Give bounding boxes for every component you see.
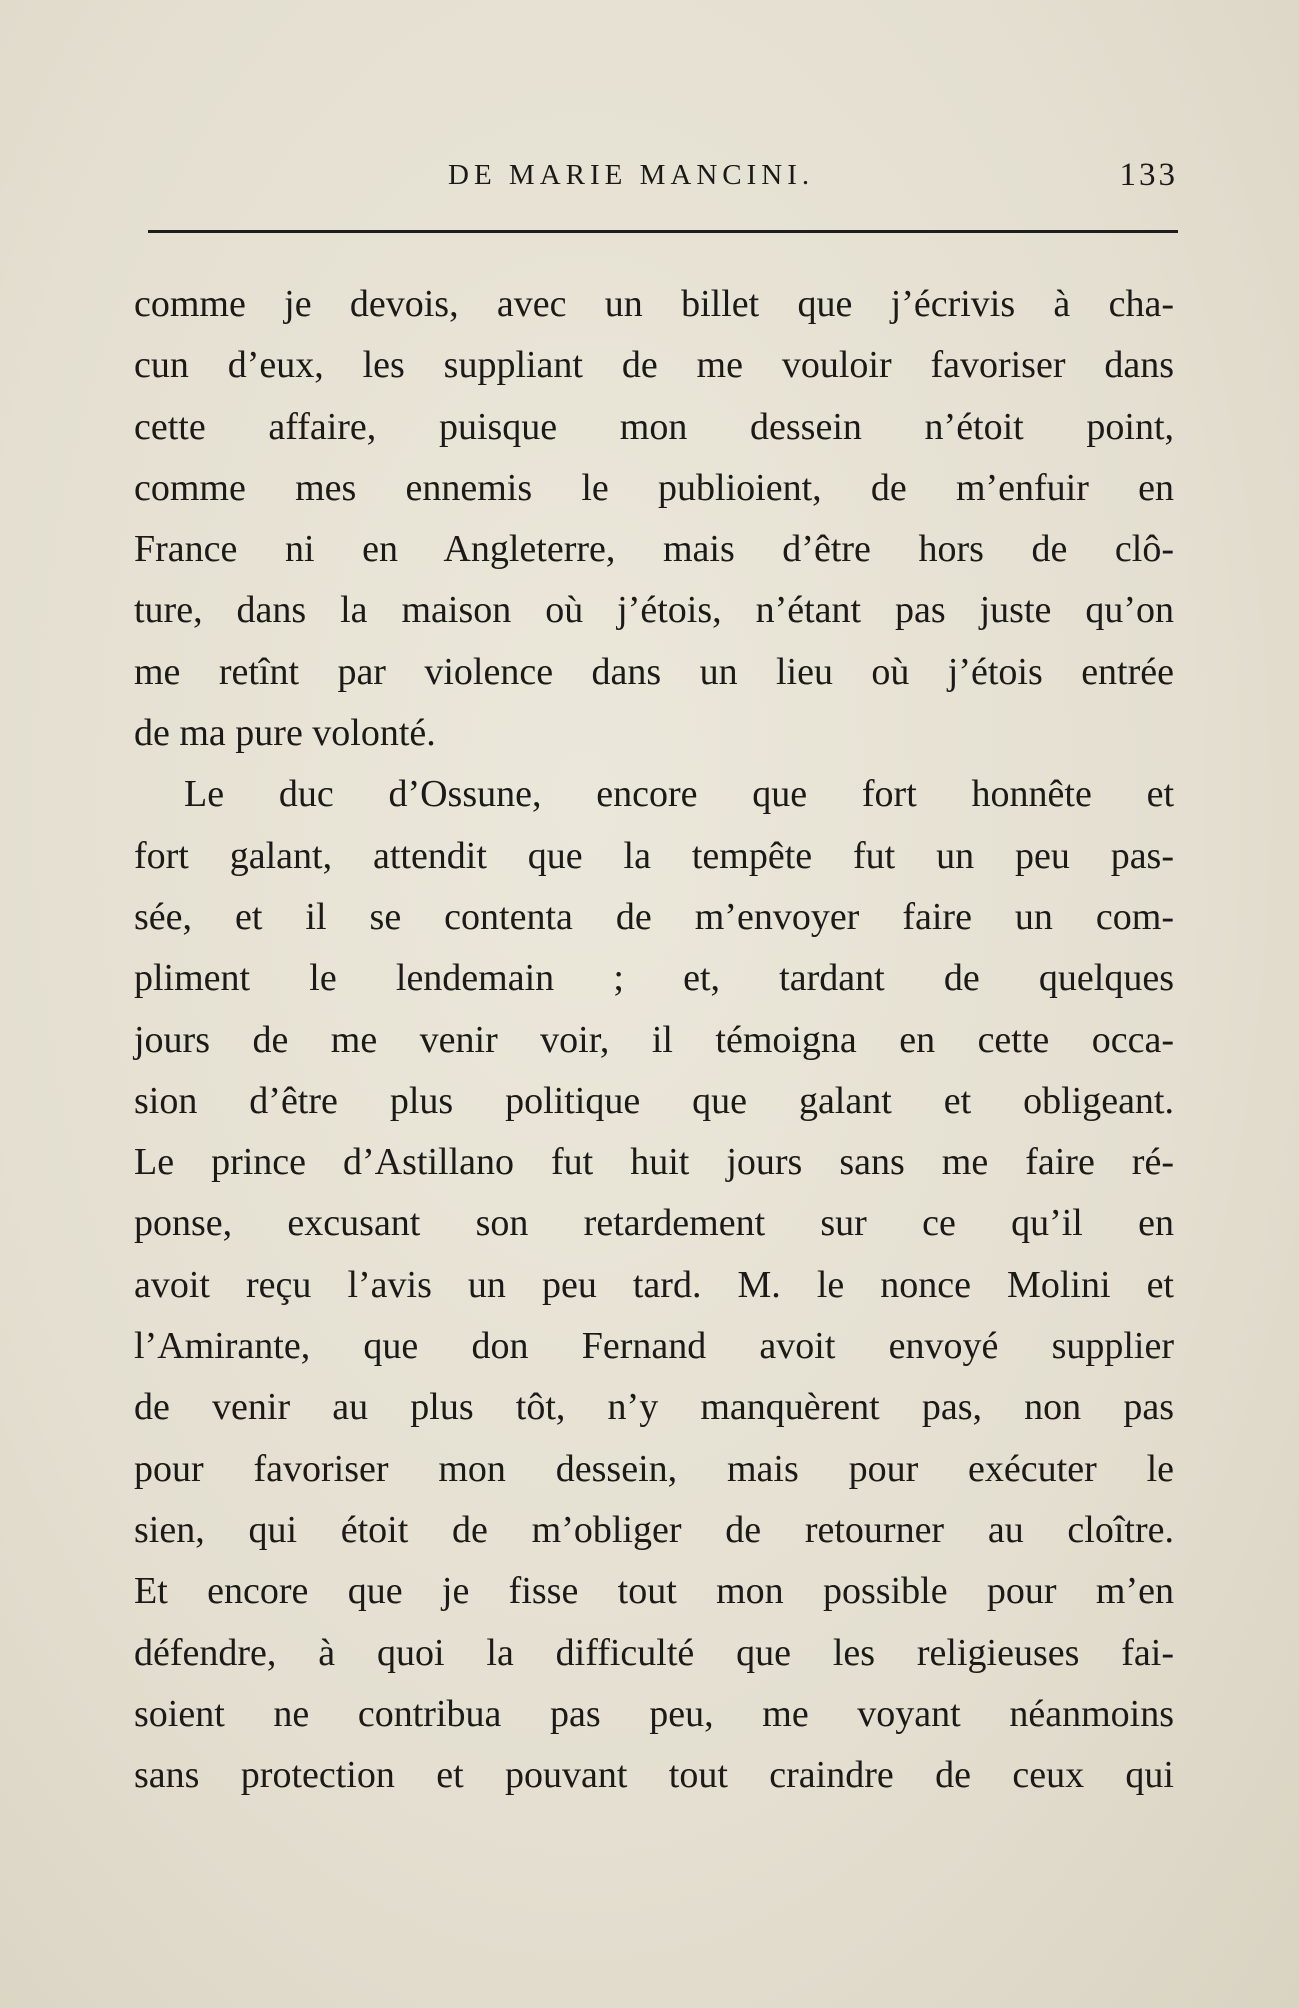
text-line: ponse, excusant son retardement sur ce qu’il en (134, 1202, 1174, 1245)
text-line: sien, qui étoit de m’obliger de retourner au cloître. (134, 1508, 1174, 1551)
text-line: comme je devois, avec un billet que j’écrivis à cha- (134, 283, 1174, 325)
text-line: de venir au plus tôt, n’y manquèrent pas, non pas (134, 1386, 1174, 1429)
text-line: ture, dans la maison où j’étois, n’étant pas juste qu’on (134, 589, 1174, 632)
running-head (148, 150, 1178, 200)
text-line: l’Amirante, que don Fernand avoit envoyé supplier (134, 1325, 1174, 1368)
text-line: avoit reçu l’avis un peu tard. M. le nonce Molini et (134, 1263, 1174, 1306)
text-line: fort galant, attendit que la tempête fut un peu pas- (134, 834, 1174, 877)
text-line: pour favoriser mon dessein, mais pour exécuter le (134, 1447, 1174, 1490)
text-line: pliment le lendemain ; et, tardant de quelques (134, 957, 1174, 1000)
text-line: Le duc d’Ossune, encore que fort honnête et (184, 773, 1174, 816)
running-title: DE MARIE MANCINI. (448, 159, 815, 191)
text-line: me retînt par violence dans un lieu où j’étois entrée (134, 650, 1174, 693)
text-line: sée, et il se contenta de m’envoyer faire un com- (134, 895, 1174, 938)
text-line: jours de me venir voir, il témoigna en cette occa- (134, 1018, 1174, 1061)
text-line: défendre, à quoi la difficulté que les religieuses fai- (134, 1631, 1174, 1674)
header-rule (148, 230, 1178, 233)
text-line: soient ne contribua pas peu, me voyant néanmoins (134, 1692, 1174, 1735)
text-line: cun d’eux, les suppliant de me vouloir favoriser dans (134, 344, 1174, 387)
text-line: France ni en Angleterre, mais d’être hors de clô- (134, 528, 1174, 571)
text-line: de ma pure volonté. (134, 712, 436, 755)
text-line: Et encore que je fisse tout mon possible pour m’en (134, 1570, 1174, 1613)
body-text (134, 274, 1174, 1806)
page-number: 133 (1119, 157, 1178, 193)
text-line: Le prince d’Astillano fut huit jours sans me faire ré- (134, 1141, 1174, 1184)
text-line: sans protection et pouvant tout craindre de ceux qui (134, 1754, 1174, 1797)
text-line: sion d’être plus politique que galant et obligeant. (134, 1079, 1174, 1122)
text-line: comme mes ennemis le publioient, de m’enfuir en (134, 466, 1174, 509)
text-line: cette affaire, puisque mon dessein n’étoit point, (134, 405, 1174, 448)
